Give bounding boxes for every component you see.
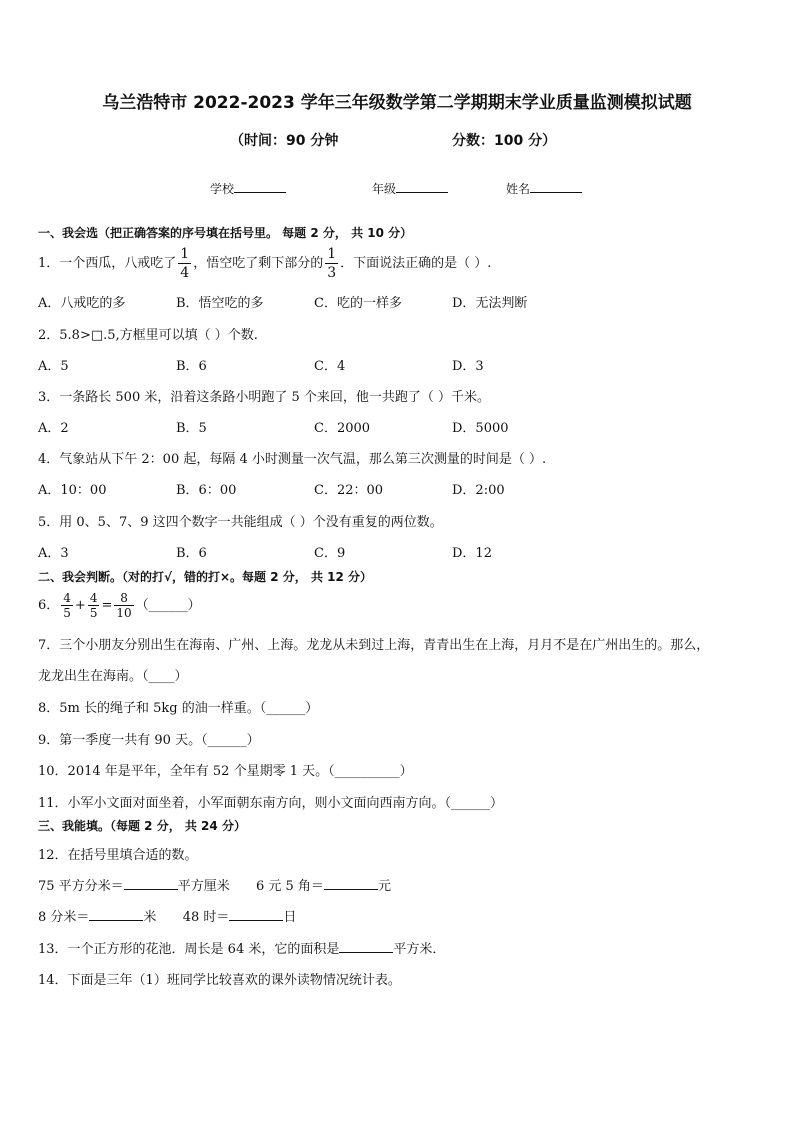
q12-b-blank[interactable] [324, 877, 378, 890]
q1-fraction-2 [325, 245, 338, 282]
question-4: 4．气象站从下午 2：00 起，每隔 4 小时测量一次气温，那么第三次测量的时间是（ ）. [38, 452, 547, 467]
q6-answer-paren[interactable]: （______） [135, 598, 201, 613]
q12-c-blank[interactable] [89, 908, 143, 921]
q1-f1-den: 4 [180, 265, 190, 281]
q5-option-c[interactable]: C．9 [314, 546, 346, 561]
q6-fraction-1 [61, 591, 73, 620]
q12-c-label: 8 分米＝ [38, 910, 90, 925]
q12-row-1 [38, 875, 391, 894]
q5-option-d[interactable]: D．12 [452, 546, 492, 561]
q4-option-c[interactable]: C．22：00 [314, 483, 384, 498]
school-label: 学校 [210, 182, 235, 196]
q1-text-a: 1．一个西瓜，八戒吃了 [38, 256, 177, 271]
exam-score: 分数：100 分） [452, 133, 557, 149]
q3-option-b[interactable]: B．5 [176, 421, 207, 436]
question-10: 10．2014 年是平年，全年有 52 个星期零 1 天。（__________） [38, 764, 413, 779]
q1-fraction-1 [178, 245, 191, 282]
question-6 [38, 588, 201, 624]
q3-option-a[interactable]: A．2 [38, 421, 69, 436]
q6-f1-num: 4 [63, 591, 71, 605]
q6-equals: = [101, 598, 113, 613]
q1-text-c: ．下面说法正确的是（ ）. [340, 256, 492, 271]
q2-option-a[interactable]: A．5 [38, 359, 69, 374]
question-13 [38, 938, 445, 957]
question-7-line-2: 龙龙出生在海南。（____） [38, 669, 188, 684]
q4-option-b[interactable]: B．6：00 [176, 483, 237, 498]
name-label: 姓名 [506, 182, 531, 196]
q13-text-b: 平方米． [393, 942, 446, 957]
question-3: 3．一条路长 500 米，沿着这条路小明跑了 5 个来回，他一共跑了（ ）千米。 [38, 390, 491, 405]
q2-option-d[interactable]: D．3 [452, 359, 484, 374]
section-3-heading: 三、我能填。（每题 2 分， 共 24 分） [38, 819, 246, 833]
q6-f1-den: 5 [63, 606, 71, 620]
q5-option-b[interactable]: B．6 [176, 546, 207, 561]
q12-a-label: 75 平方分米＝ [38, 879, 124, 894]
q12-a-blank[interactable] [124, 877, 178, 890]
q1-option-b[interactable]: B．悟空吃的多 [176, 296, 264, 311]
q6-prefix: 6． [38, 598, 60, 613]
school-field [210, 180, 234, 197]
q6-fraction-3 [114, 591, 133, 620]
q1-option-c[interactable]: C．吃的一样多 [314, 296, 402, 311]
q6-f3-den: 10 [116, 606, 132, 620]
question-5: 5．用 0、5、7、9 这四个数字一共能组成（ ）个没有重复的两位数。 [38, 515, 443, 530]
q3-option-c[interactable]: C．2000 [314, 421, 371, 436]
section-2-heading: 二、我会判断。（对的打√，错的打×。每题 2 分， 共 12 分） [38, 570, 372, 584]
q6-f2-num: 4 [89, 591, 98, 605]
q2-option-c[interactable]: C．4 [314, 359, 346, 374]
grade-blank[interactable] [396, 180, 448, 193]
question-8: 8．5m 长的绳子和 5kg 的油一样重。（______） [38, 701, 319, 716]
exam-title: 乌兰浩特市 2022-2023 学年三年级数学第二学期期末学业质量监测模拟试题 [102, 93, 692, 113]
question-2: 2．5.8>□.5,方框里可以填（ ）个数. [38, 328, 258, 343]
q1-text-b: ，悟空吃了剩下部分的 [193, 256, 324, 271]
q12-b-label: 6 元 5 角＝ [255, 879, 324, 894]
question-9: 9．第一季度一共有 90 天。（______） [38, 733, 260, 748]
question-11: 11．小军小文面对面坐着，小军面朝东南方向，则小文面向西南方向。（______） [38, 796, 504, 811]
q3-option-d[interactable]: D．5000 [452, 421, 509, 436]
q2-option-b[interactable]: B．6 [176, 359, 207, 374]
q13-blank[interactable] [339, 940, 393, 953]
question-7-line-1: 7．三个小朋友分别出生在海南、广州、上海。龙龙从未到过上海，青青出生在上海，月月不是在广州出生的。那么， [38, 638, 710, 653]
q1-option-a[interactable]: A．八戒吃的多 [38, 296, 126, 311]
question-1 [38, 244, 491, 284]
grade-label: 年级 [372, 182, 397, 196]
q12-d-label: 48 时＝ [182, 910, 230, 925]
q12-d-unit: 日 [283, 910, 297, 925]
q6-plus: + [74, 598, 86, 613]
name-field [506, 180, 530, 197]
exam-time: （时间：90 分钟 [230, 133, 339, 149]
q12-b-unit: 元 [377, 879, 391, 894]
q12-a-unit: 平方厘米 [177, 879, 230, 894]
question-14: 14．下面是三年（1）班同学比较喜欢的课外读物情况统计表。 [38, 973, 401, 988]
q6-f3-num: 8 [114, 591, 133, 606]
q12-d-blank[interactable] [229, 908, 283, 921]
school-blank[interactable] [234, 180, 286, 193]
grade-field [372, 180, 396, 197]
q1-f2-den: 3 [327, 265, 337, 281]
q4-option-d[interactable]: D．2:00 [452, 483, 505, 498]
q1-option-d[interactable]: D．无法判断 [452, 296, 528, 311]
q5-option-a[interactable]: A．3 [38, 546, 69, 561]
name-blank[interactable] [530, 180, 582, 193]
q6-f2-den: 5 [89, 606, 98, 620]
q1-f2-num: 1 [327, 246, 337, 262]
question-12: 12．在括号里填合适的数。 [38, 848, 198, 863]
q6-fraction-2 [88, 591, 100, 620]
q12-row-2 [38, 906, 296, 925]
section-1-heading: 一、我会选（把正确答案的序号填在括号里。 每题 2 分， 共 10 分） [38, 226, 413, 240]
q1-f1-num: 1 [180, 246, 190, 262]
q13-text-a: 13．一个正方形的花池．周长是 64 米，它的面积是 [38, 942, 340, 957]
q12-c-unit: 米 [143, 910, 157, 925]
q4-option-a[interactable]: A．10：00 [38, 483, 107, 498]
